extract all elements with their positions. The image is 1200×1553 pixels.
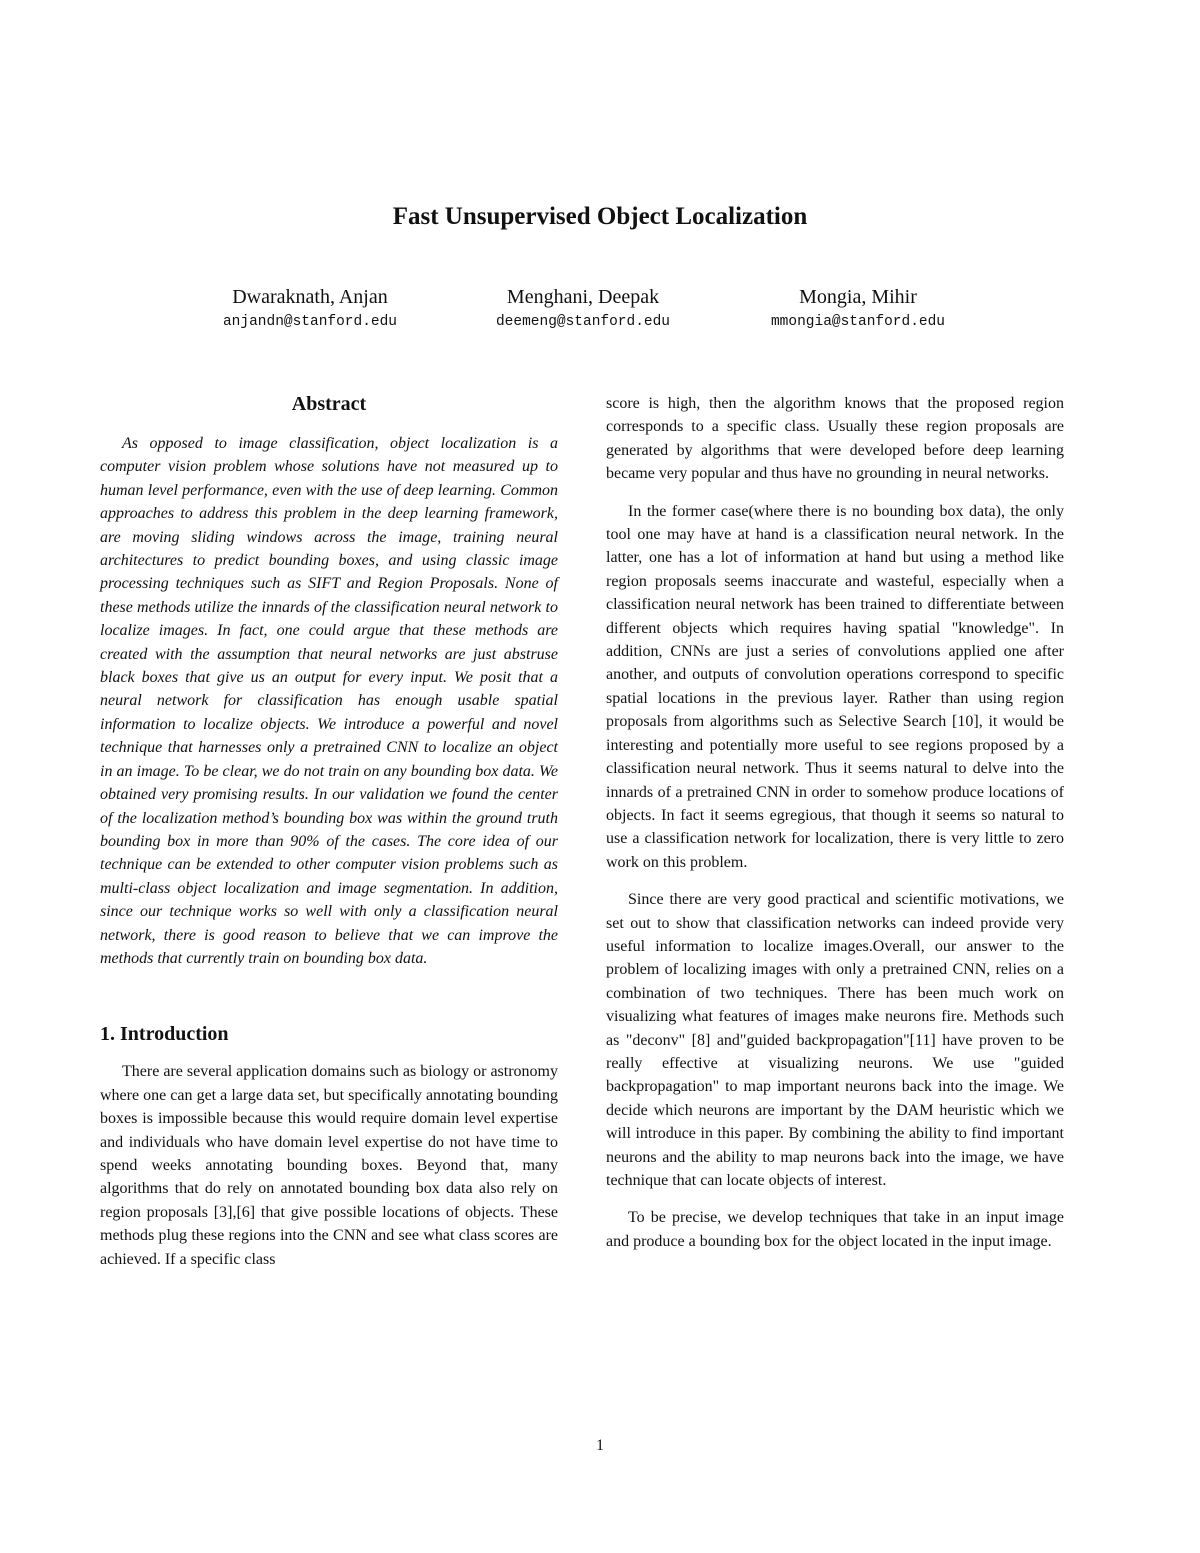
page-number: 1 <box>596 1437 604 1454</box>
author-block <box>708 284 1008 330</box>
introduction-paragraph: There are several application domains such as biology or astronomy where one can get a large data set, but specifically annotating bounding boxes is impossible because this would require domain level expertise and individuals who have domain level expertise do not have time to spend weeks annotating bounding boxes. Beyond that, many algorithms that do rely on annotated bounding box data also rely on region proposals [3],[6] that give possible locations of objects. These methods plug these regions into the CNN and see what class scores are achieved. If a specific class <box>100 1063 558 1268</box>
body-paragraph: score is high, then the algorithm knows that the proposed region corresponds to a specific class. Usually these region proposals are generated by algorithms that were developed before deep learning became very popular and thus have no grounding in neural networks. <box>606 395 1064 483</box>
author-name: Menghani, Deepak <box>506 286 660 308</box>
body-paragraph: Since there are very good practical and scientific motivations, we set out to show that classification networks can indeed provide very useful information to localize images.Overall, our answer to the problem of localizing images with only a pretrained CNN, relies on a combination of two techniques. There has been much work on visualizing what features of images make neurons fire. Methods such as "deconv" [8] and"guided backpropagation"[11] have proven to be really effective at visualizing neurons. We use "guided backpropagation" to map important neurons back into the image. We decide which neurons are important by the DAM heuristic which we will introduce in this paper. By combining the ability to find important neurons and the ability to map neurons back into the image, we have technique that can locate objects of interest. <box>606 891 1064 1189</box>
left-column <box>100 392 558 1271</box>
paper-title: Fast Unsupervised Object Localization <box>392 203 808 230</box>
abstract-heading: Abstract <box>291 393 367 415</box>
author-block <box>433 284 733 330</box>
author-email: anjandn@stanford.edu <box>222 314 398 330</box>
right-column <box>606 392 1064 1267</box>
section-heading-introduction: 1. Introduction <box>100 1023 229 1046</box>
author-name: Dwaraknath, Anjan <box>232 286 388 308</box>
author-name: Mongia, Mihir <box>799 286 917 308</box>
author-email: deemeng@stanford.edu <box>495 314 671 330</box>
author-email: mmongia@stanford.edu <box>770 314 946 330</box>
abstract-text: As opposed to image classification, object localization is a computer vision problem whose solutions have not measured up to human level performance, even with the use of deep learning. Common approaches to address this problem in the deep learning framework, are moving sliding windows across the image, training neural architectures to predict bounding boxes, and using classic image processing techniques such as SIFT and Region Proposals. None of these methods utilize the innards of the classification neural network to localize images. In fact, one could argue that these methods are created with the assumption that neural networks are just abstruse black boxes that give us an output for every input. We posit that a neural network for classification has enough usable spatial information to localize objects. We introduce a powerful and novel technique that harnesses only a pretrained CNN to localize an object in an image. To be clear, we do not train on any bounding box data. We obtained very promising results. In our validation we found the center of the localization method’s bounding box was within the ground truth bounding box in more than 90% of the cases. The core idea of our technique can be extended to other computer vision problems such as multi-class object localization and image segmentation. In addition, since our technique works so well with only a classification neural network, there is good reason to believe that we can improve the methods that currently train on bounding box data. <box>100 435 558 967</box>
body-paragraph: To be precise, we develop techniques that take in an input image and produce a bounding box for the object located in the input image. <box>606 1209 1064 1250</box>
author-block <box>160 284 460 330</box>
body-paragraph: In the former case(where there is no bounding box data), the only tool one may have at hand is a classification neural network. In the latter, one has a lot of information at hand but using a method like region proposals seems inaccurate and wasteful, especially when a classification neural network has been trained to differentiate between different objects which requires having spatial "knowledge". In addition, CNNs are just a series of convolutions applied one after another, and outputs of convolution operations correspond to specific spatial locations in the previous layer. Rather than using region proposals from algorithms such as Selective Search [10], it would be interesting and potentially more useful to see regions proposed by a classification neural network. Thus it seems natural to delve into the innards of a pretrained CNN in order to somehow produce locations of objects. In fact it seems egregious, that though it seems so natural to use a classification network for localization, there is very little to zero work on this problem. <box>606 502 1064 871</box>
